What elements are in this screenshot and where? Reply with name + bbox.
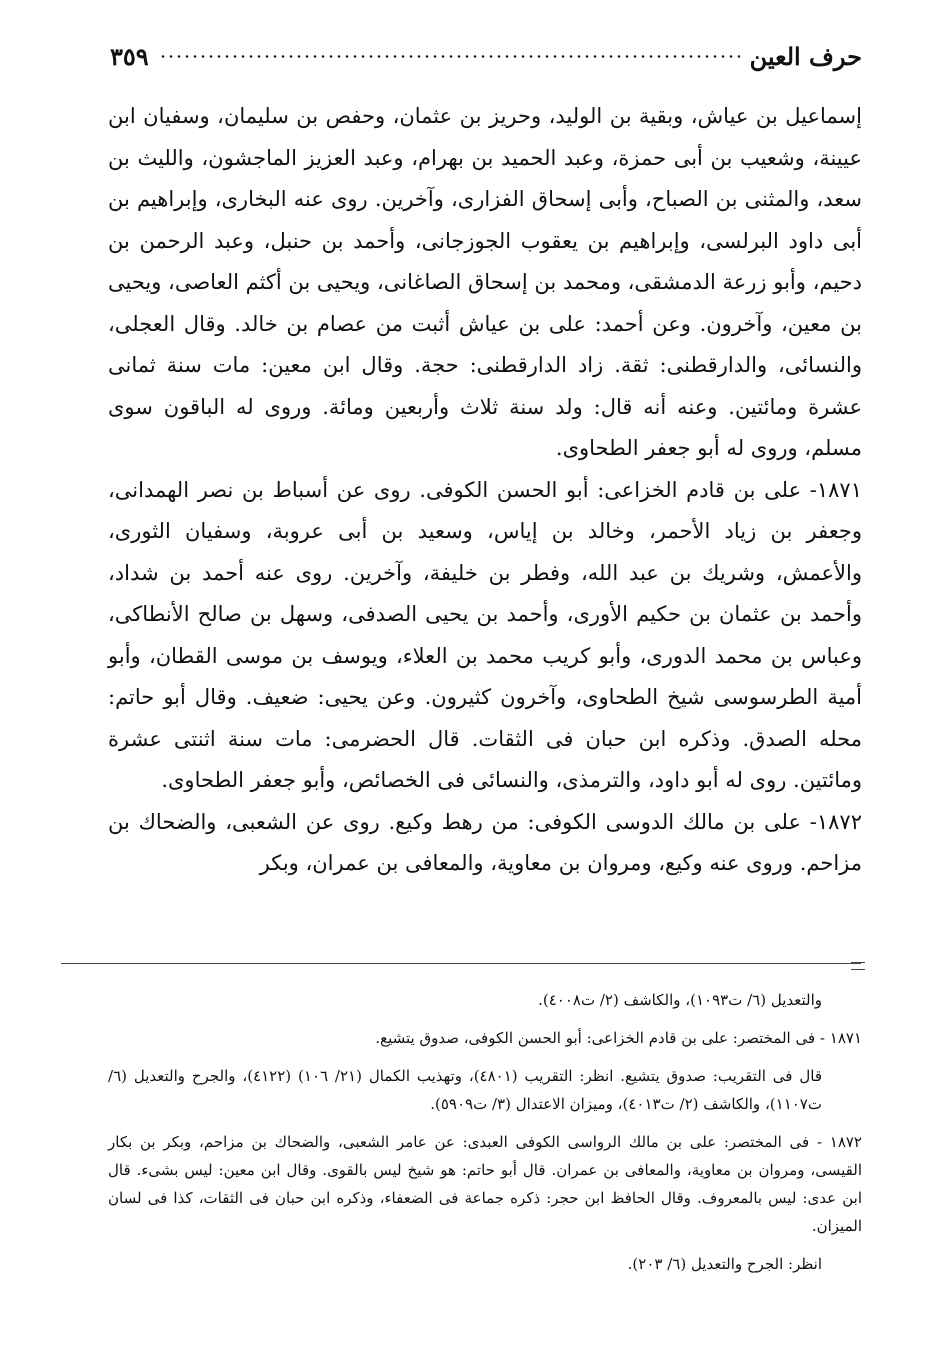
footnote-1871: ١٨٧١ - فى المختصر: على بن قادم الخزاعى: أبو الحسن الكوفى، صدوق يتشيع. <box>375 1029 862 1047</box>
paragraph-continuation: إسماعيل بن عياش، وبقية بن الوليد، وحريز بن عثمان، وحفص بن سليمان، وسفيان ابن عيينة، وشعيب بن أبى حمزة، وعبد الحميد بن بهرام، وعبد العزيز الماجشون، والليث بن سعد، والمثنى بن الصباح، وأبى إسحاق الفزارى، وآخرين. روى عنه البخارى، وإبراهيم بن أبى داود البرلسى، وإبراهيم بن يعقوب الجوزجانى، وأحمد بن حنبل، وعبد الرحمن بن دحيم، وأبو زرعة الدمشقى، ومحمد بن إسحاق الصاغانى، ويحيى بن أكثم العاصى، ويحيى بن معين، وآخرون. وعن أحمد: على بن عياش أثبت من عصام بن خالد. وقال العجلى، والنسائى، والدارقطنى: ثقة. زاد الدارقطنى: حجة. وقال ابن معين: مات سنة ثمانى عشرة ومائتين. وعنه أنه قال: ولد سنة ثلاث وأربعين ومائة. وروى له الباقون سوى مسلم، وروى له أبو جعفر الطحاوى. <box>108 104 862 460</box>
page-number: ٣٥٩ <box>110 41 149 71</box>
footnote-separator-mark <box>851 962 865 970</box>
chapter-title: حرف العين <box>749 41 862 71</box>
footnote-1872: ١٨٧٢ - فى المختصر: على بن مالك الرواسى الكوفى العبدى: عن عامر الشعبى، والضحاك بن مزاحم، وبكر بن بكار القيسى، ومروان بن معاوية، والمعافى بن عمران. قال أبو حاتم: هو شيخ ليس بالقوى. وقال ابن معين: ليس بشىء. قال ابن عدى: ليس بالمعروف. وقال الحافظ ابن حجر: ذكره جماعة فى الضعفاء، وذكره ابن حبان فى الثقات، كذا فى لسان الميزان. <box>108 1133 862 1235</box>
entry-1871: ١٨٧١- على بن قادم الخزاعى: أبو الحسن الكوفى. روى عن أسباط بن نصر الهمدانى، وجعفر بن زياد الأحمر، وخالد بن إياس، وسعيد بن أبى عروبة، وسفيان الثورى، والأعمش، وشريك بن عبد الله، وفطر بن خليفة، وآخرين. روى عنه أحمد بن شداد، وأحمد بن عثمان بن حكيم الأورى، وأحمد بن يحيى الصدفى، وسهل بن صالح الأنطاكى، وعباس بن محمد الدورى، وأبو كريب محمد بن العلاء، ويوسف بن موسى القطان، وأبو أمية الطرسوسى شيخ الطحاوى، وآخرون كثيرون. وعن يحيى: ضعيف. وقال أبو حاتم: محله الصدق. وذكره ابن حبان فى الثقات. قال الحضرمى: مات سنة اثنتى عشرة ومائتين. روى له أبو داود، والترمذى، والنسائى فى الخصائص، وأبو جعفر الطحاوى. <box>108 477 862 792</box>
entry-1872: ١٨٧٢- على بن مالك الدوسى الكوفى: من رهط وكيع. روى عن الشعبى، والضحاك بن مزاحم. وروى عنه وكيع، ومروان بن معاوية، والمعافى بن عمران، وبكر <box>108 809 862 875</box>
header-dot-leader <box>159 55 740 58</box>
main-text <box>108 96 862 885</box>
footnote-1872-sources: انظر: الجرح والتعديل (٦/ ٢٠٣). <box>627 1255 822 1273</box>
footnotes <box>108 986 862 1288</box>
footnote-1871-sources: قال فى التقريب: صدوق يتشيع. انظر: التقريب (٤٨٠١)، وتهذيب الكمال (٢١/ ١٠٦) (٤١٢٢)، والجرح والتعديل (٦/ ت١١٠٧)، والكاشف (٢/ ت٤٠١٣)، وميزان الاعتدال (٣/ ت٥٩٠٩). <box>108 1067 822 1113</box>
footnote-separator <box>61 963 861 964</box>
page-header <box>110 36 862 76</box>
footnote-continuation: والتعديل (٦/ ت١٠٩٣)، والكاشف (٢/ ت٤٠٠٨). <box>538 991 822 1009</box>
